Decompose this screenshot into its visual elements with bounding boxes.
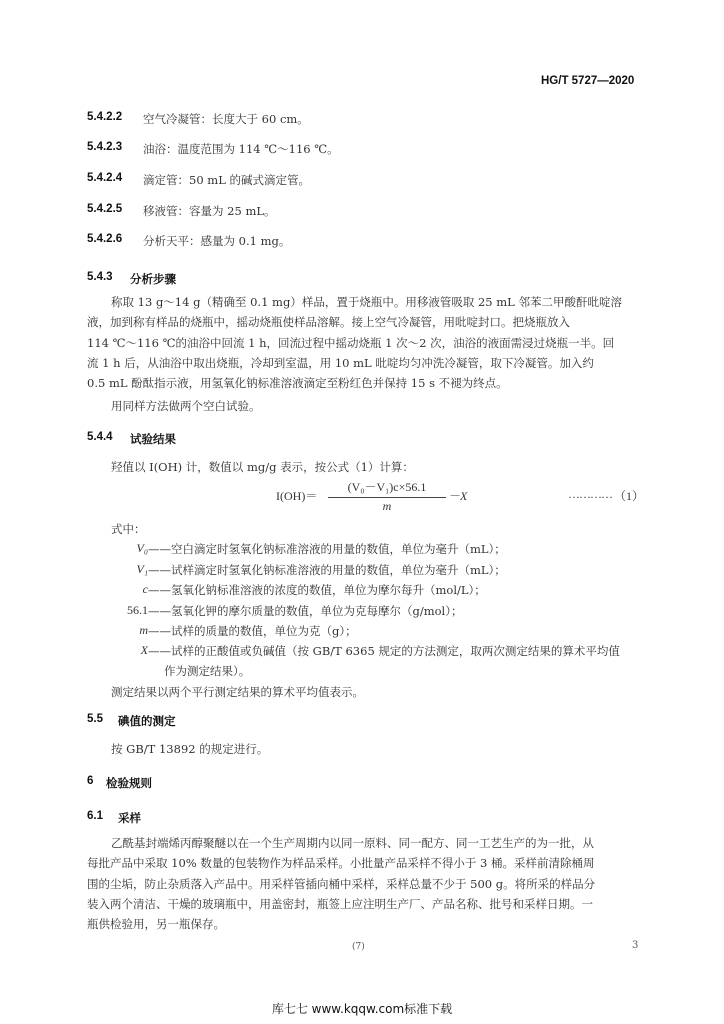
variable-description: ——氢氧化钠标准溶液的浓度的数值，单位为摩尔每升（mol/L）； — [148, 583, 486, 597]
variable-description: ——试样滴定时氢氧化钠标准溶液的用量的数值，单位为毫升（mL）； — [148, 563, 506, 577]
page-number: 3 — [632, 940, 639, 951]
variable-symbol: V₁ — [136, 562, 148, 576]
procedure-paragraph — [87, 292, 649, 393]
item-number: 5.4.2.2 — [87, 111, 123, 123]
section-title: 试验结果 — [130, 432, 176, 446]
where-label: 式中： — [111, 522, 146, 536]
section-number: 5.4.3 — [87, 271, 113, 283]
section-title: 碘值的测定 — [118, 714, 176, 728]
formula-lhs: I(OH)＝ — [276, 489, 318, 503]
formula-denominator: m — [382, 499, 392, 513]
variable-description: ——试样的正酸值或负碱值（按 GB/T 6365 规定的方法测定，取两次测定结果的算术平均值 — [148, 644, 620, 658]
item-text: 分析天平：感量为 0.1 mg。 — [143, 234, 291, 248]
paragraph-line: 瓶供检验用，另一瓶保存。 — [87, 917, 225, 932]
formula-fraction — [328, 478, 446, 514]
item-number: 5.4.2.3 — [87, 141, 123, 153]
blank-test-text: 用同样方法做两个空白试验。 — [111, 399, 261, 413]
item-text: 滴定管：50 mL 的碱式滴定管。 — [143, 173, 310, 187]
standard-code: HG/T 5727—2020 — [541, 75, 635, 87]
paragraph-line: 每批产品中采取 10% 数量的包装物作为样品采样。小批量产品采样不得小于 3 桶。采样前清除桶周 — [87, 856, 595, 871]
variable-description: ——空白滴定时氢氧化钠标准溶液的用量的数值，单位为毫升（mL）； — [148, 542, 506, 556]
item-text: 油浴：温度范围为 114 ℃～116 ℃。 — [143, 142, 339, 156]
variable-description: ——试样的质量的数值，单位为克（g）； — [148, 624, 357, 638]
item-number: 5.4.2.6 — [87, 233, 123, 245]
variable-description: ——氢氧化钾的摩尔质量的数值，单位为克每摩尔（g/mol）； — [148, 604, 463, 618]
section-title: 采样 — [118, 811, 141, 825]
footer-center-number: (7) — [352, 942, 365, 952]
formula-rhs: －X — [448, 489, 468, 503]
formula-number: （1） — [614, 489, 645, 503]
formula-intro: 羟值以 I(OH) 计，数值以 mg/g 表示，按公式（1）计算： — [111, 460, 414, 474]
download-watermark: 库七七 www.kqqw.com标准下载 — [271, 1002, 453, 1016]
paragraph-line: 围的尘垢，防止杂质落入产品中。用采样管插向桶中采样，采样总量不少于 500 g。将所采的样品分 — [87, 876, 596, 891]
section-title: 分析步骤 — [130, 272, 176, 286]
section-number: 6.1 — [87, 810, 103, 822]
variable-symbol: X — [140, 643, 148, 657]
variable-symbol: m — [139, 623, 148, 637]
paragraph-line: 0.5 mL 酚酞指示液，用氢氧化钠标准溶液滴定至粉红色并保持 15 s 不褪为终点。 — [87, 376, 508, 391]
variable-symbol: 56.1 — [127, 603, 148, 617]
paragraph-line: 称取 13 g～14 g（精确至 0.1 mg）样品，置于烧瓶中。用移液管吸取 25 mL 邻苯二甲酸酐吡啶溶 — [111, 295, 622, 309]
paragraph-line: 液，加到称有样品的烧瓶中，摇动烧瓶使样品溶解。接上空气冷凝管，用吡啶封口。把烧瓶放入 — [87, 315, 570, 330]
iodine-text: 按 GB/T 13892 的规定进行。 — [111, 742, 269, 756]
paragraph-line: 乙酰基封端烯丙醇聚醚以在一个生产周期内以同一原料、同一配方、同一工艺生产的为一批，从 — [111, 836, 594, 850]
section-number: 5.5 — [87, 713, 103, 725]
paragraph-line: 114 ℃～116 ℃的油浴中回流 1 h，回流过程中摇动烧瓶 1 次～2 次，油浴的液面需浸过烧瓶一半。回 — [87, 335, 615, 350]
item-number: 5.4.2.5 — [87, 203, 123, 215]
paragraph-line: 装入两个清洁、干燥的玻璃瓶中，用盖密封，瓶签上应注明生产厂、产品名称、批号和采样日期。一 — [87, 896, 593, 911]
item-text: 空气冷凝管：长度大于 60 cm。 — [143, 112, 309, 126]
result-text: 测定结果以两个平行测定结果的算术平均值表示。 — [111, 685, 364, 699]
item-number: 5.4.2.4 — [87, 172, 123, 184]
variable-symbol: V₀ — [136, 541, 148, 555]
chapter-title: 检验规则 — [106, 776, 152, 790]
paragraph-line: 流 1 h 后，从油浴中取出烧瓶，冷却到室温，用 10 mL 吡啶均匀冲洗冷凝管，取下冷凝管。加入约 — [87, 355, 594, 370]
variable-description-cont: 作为测定结果）。 — [164, 664, 251, 678]
formula-dots: ………… — [568, 487, 612, 501]
formula-numerator: (V₀－V₁)c×56.1 — [347, 480, 427, 494]
variable-symbol: c — [142, 582, 148, 596]
section-number: 5.4.4 — [87, 431, 113, 443]
item-text: 移液管：容量为 25 mL。 — [143, 204, 276, 218]
chapter-number: 6 — [87, 775, 94, 787]
sampling-paragraph — [87, 833, 649, 934]
